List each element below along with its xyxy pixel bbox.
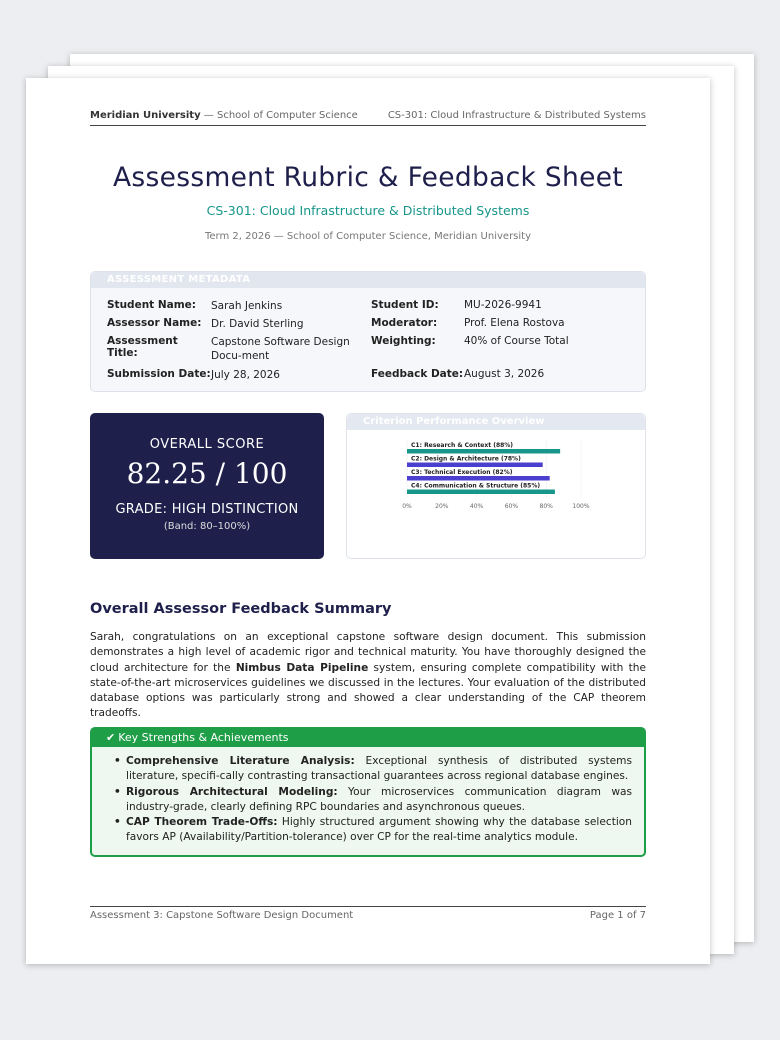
x-tick-label: 20% bbox=[435, 503, 449, 510]
metadata-value: Prof. Elena Rostova bbox=[464, 317, 565, 329]
x-tick-label: 40% bbox=[469, 503, 484, 510]
strength-text: Exceptional synthesis of distributed systems literature, specifi-cally contrasting transactional guarantees across regional database engines. bbox=[126, 755, 632, 783]
score-value: 82.25 / 100 bbox=[126, 457, 288, 490]
score-band: (Band: 80–100%) bbox=[163, 521, 251, 532]
criterion-bar bbox=[407, 490, 555, 495]
feedback-text-1: Sarah, congratulations on an exceptional capstone software design document. This submission demonstrates a high level of academic rigor and technical maturity. You have thoroughly designed the cloud architecture for the bbox=[90, 631, 646, 674]
metadata-label: Assessor Name: bbox=[107, 317, 202, 329]
x-tick-label: 60% bbox=[504, 503, 519, 510]
metadata-panel bbox=[90, 271, 646, 392]
criterion-bar-chart bbox=[347, 430, 647, 558]
metadata-value: August 3, 2026 bbox=[464, 368, 545, 380]
header-left bbox=[90, 110, 358, 121]
strengths-heading: Key Strengths & Achievements bbox=[118, 731, 289, 744]
metadata-label: Submission Date: bbox=[107, 368, 211, 380]
x-tick-label: 100% bbox=[572, 503, 590, 510]
strength-title: Rigorous Architectural Modeling: bbox=[126, 785, 338, 798]
header-university: Meridian University bbox=[90, 110, 201, 121]
criterion-chart-card bbox=[346, 413, 646, 559]
strength-text: Highly structured argument showing why the database selection favors AP (Availability/Partition-tolerance) over CP for the real-time analytics module. bbox=[126, 816, 632, 844]
metadata-row bbox=[107, 299, 637, 313]
feedback-paragraph bbox=[90, 630, 646, 722]
list-item bbox=[114, 815, 632, 846]
metadata-row bbox=[107, 368, 637, 382]
strength-title: CAP Theorem Trade-Offs: bbox=[126, 816, 278, 829]
criterion-bar bbox=[407, 449, 560, 454]
metadata-row bbox=[107, 335, 637, 363]
strengths-list bbox=[114, 754, 632, 846]
metadata-heading: ASSESSMENT METADATA bbox=[91, 272, 645, 288]
strengths-box bbox=[90, 727, 646, 857]
running-footer bbox=[90, 906, 646, 921]
list-item bbox=[114, 785, 632, 816]
metadata-label: Student ID: bbox=[371, 299, 439, 311]
feedback-text-2: system, ensuring complete compatibility with the state-of-the-art microservices guidelines we discussed in the lectures. Your evaluation of the distributed database options was particularly strong and showed a clear understanding of the CAP theorem tradeoffs. bbox=[90, 661, 646, 720]
strength-title: Comprehensive Literature Analysis: bbox=[126, 755, 355, 767]
category-label: C3: Technical Execution (82%) bbox=[411, 469, 513, 476]
document-page bbox=[26, 78, 710, 964]
overall-score-card bbox=[90, 413, 324, 559]
metadata-label: Assessment Title: bbox=[107, 335, 178, 359]
x-tick-label: 80% bbox=[539, 503, 553, 510]
category-label: C2: Design & Architecture (78%) bbox=[411, 455, 521, 463]
feedback-heading: Overall Assessor Feedback Summary bbox=[90, 601, 392, 617]
metadata-label: Moderator: bbox=[371, 317, 438, 329]
metadata-label: Feedback Date: bbox=[371, 368, 464, 380]
x-tick-label: 0% bbox=[402, 503, 412, 510]
category-label: C4: Communication & Structure (85%) bbox=[411, 482, 541, 490]
metadata-label: Student Name: bbox=[107, 299, 196, 311]
strengths-header bbox=[92, 729, 644, 747]
chart-heading: Criterion Performance Overview bbox=[347, 414, 645, 430]
header-school: — School of Computer Science bbox=[200, 110, 358, 121]
feedback-highlight: Nimbus Data Pipeline bbox=[235, 661, 369, 674]
score-label: OVERALL SCORE bbox=[149, 437, 265, 452]
header-course: CS-301: Cloud Infrastructure & Distributed Systems bbox=[387, 110, 646, 121]
criterion-bar bbox=[407, 463, 543, 468]
document-subtitle: CS-301: Cloud Infrastructure & Distributed Systems bbox=[206, 203, 530, 218]
metadata-label: Weighting: bbox=[371, 335, 436, 347]
running-header bbox=[90, 110, 646, 126]
strength-text: Your microservices communication diagram was industry-grade, clearly defining RPC boundaries and asynchronous queues. bbox=[126, 785, 632, 813]
criterion-bar bbox=[407, 476, 550, 481]
metadata-row bbox=[107, 317, 637, 331]
metadata-value: Capstone Software Design Docu-ment bbox=[211, 336, 350, 362]
metadata-value: 40% of Course Total bbox=[464, 335, 569, 347]
metadata-value: Sarah Jenkins bbox=[211, 300, 283, 312]
score-grade: GRADE: HIGH DISTINCTION bbox=[115, 502, 299, 517]
footer-left: Assessment 3: Capstone Software Design Document bbox=[90, 910, 354, 921]
metadata-value: MU-2026-9941 bbox=[464, 299, 542, 311]
category-label: C1: Research & Context (88%) bbox=[411, 442, 514, 449]
list-item bbox=[114, 754, 632, 785]
document-title: Assessment Rubric & Feedback Sheet bbox=[113, 162, 623, 193]
footer-page-number: Page 1 of 7 bbox=[589, 910, 646, 921]
metadata-value: Dr. David Sterling bbox=[211, 318, 304, 330]
document-term: Term 2, 2026 — School of Computer Science, Meridian University bbox=[204, 231, 532, 242]
checkmark-icon: ✔ bbox=[106, 731, 116, 744]
metadata-value: July 28, 2026 bbox=[211, 369, 280, 381]
metadata-grid bbox=[107, 299, 637, 386]
